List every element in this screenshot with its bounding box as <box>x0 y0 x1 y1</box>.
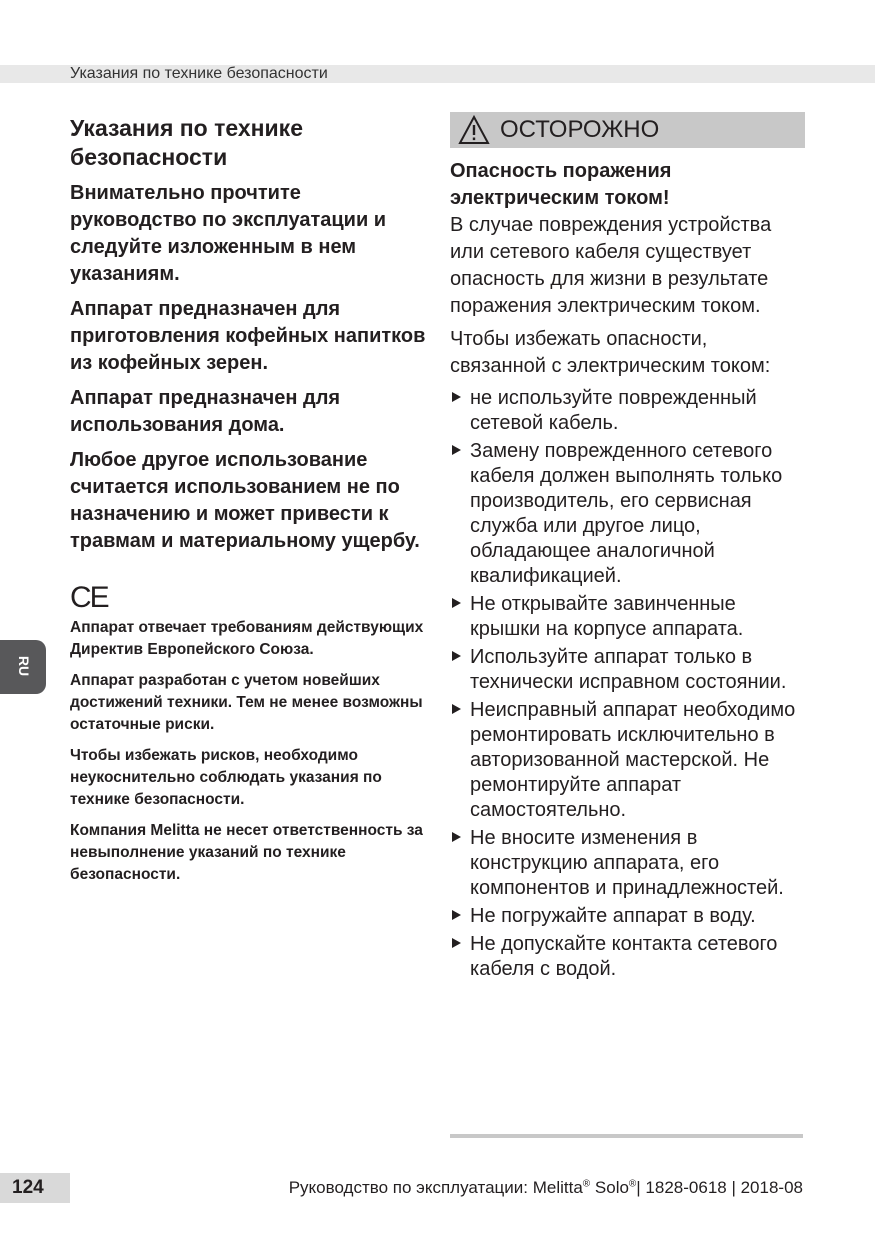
list-item: не используйте поврежденный сетевой кабель. <box>450 386 805 436</box>
bullet-arrow-icon <box>452 598 461 608</box>
small-paragraph: Аппарат разработан с учетом новейших достижений техники. Тем не менее возможны остаточные риски. <box>70 672 423 733</box>
small-paragraph: Компания Melitta не несет ответственность за невыполнение указаний по технике безопасности. <box>70 822 423 883</box>
lead-paragraph: Любое другое использование считается использованием не по назначению и может привести к травмам и материальному ущербу. <box>70 449 420 552</box>
small-paragraph: Чтобы избежать рисков, необходимо неукоснительно соблюдать указания по технике безопасности. <box>70 747 382 808</box>
lead-paragraph: Внимательно прочтите руководство по эксплуатации и следуйте изложенным в нем указаниям. <box>70 182 387 285</box>
list-item: Не погружайте аппарат в воду. <box>450 904 805 929</box>
danger-title: Опасность поражения электрическим током! <box>450 160 672 209</box>
warning-label: ОСТОРОЖНО <box>500 116 660 143</box>
bullet-arrow-icon <box>452 938 461 948</box>
bullet-arrow-icon <box>452 832 461 842</box>
safety-list <box>450 386 805 982</box>
page-number: 124 <box>12 1177 44 1198</box>
section-divider <box>450 1134 803 1138</box>
language-label: RU <box>16 655 32 677</box>
language-tab <box>0 640 46 694</box>
small-paragraph: Аппарат отвечает требованиям действующих Директив Европейского Союза. <box>70 619 424 658</box>
warning-banner <box>450 112 805 148</box>
list-item: Используйте аппарат только в технически исправном состоянии. <box>450 645 805 695</box>
right-column <box>450 112 805 985</box>
list-item: Неисправный аппарат необходимо ремонтировать исключительно в авторизованной мастерской. Не ремонтируйте аппарат самостоятельно. <box>450 698 805 823</box>
bullet-arrow-icon <box>452 704 461 714</box>
list-item: Не допускайте контакта сетевого кабеля с водой. <box>450 932 805 982</box>
list-item: Замену поврежденного сетевого кабеля должен выполнять только производитель, его сервисная служба или другое лицо, обладающее аналогичной квалификацией. <box>450 439 805 589</box>
bullet-arrow-icon <box>452 910 461 920</box>
running-title: Указания по технике безопасности <box>70 65 328 82</box>
bullet-arrow-icon <box>452 392 461 402</box>
lead-paragraph: Аппарат предназначен для приготовления кофейных напитков из кофейных зерен. <box>70 298 426 374</box>
lead-paragraph: Аппарат предназначен для использования дома. <box>70 387 341 436</box>
section-title: Указания по технике безопасности <box>70 115 303 170</box>
danger-intro: В случае повреждения устройства или сетевого кабеля существует опасность для жизни в результате поражения электрическим током. <box>450 214 772 317</box>
ce-mark: CE <box>70 581 108 614</box>
bullet-arrow-icon <box>452 445 461 455</box>
footer-manual-info: Руководство по эксплуатации: Melitta® Solo®| 1828-0618 | 2018-08 <box>288 1178 803 1197</box>
prevent-text: Чтобы избежать опасности, связанной с электрическим током: <box>450 328 771 377</box>
list-item: Не вносите изменения в конструкцию аппарата, его компонентов и принадлежностей. <box>450 826 805 901</box>
list-item: Не открывайте завинченные крышки на корпусе аппарата. <box>450 592 805 642</box>
left-column <box>70 114 430 895</box>
bullet-arrow-icon <box>452 651 461 661</box>
warning-triangle-icon <box>458 115 490 145</box>
